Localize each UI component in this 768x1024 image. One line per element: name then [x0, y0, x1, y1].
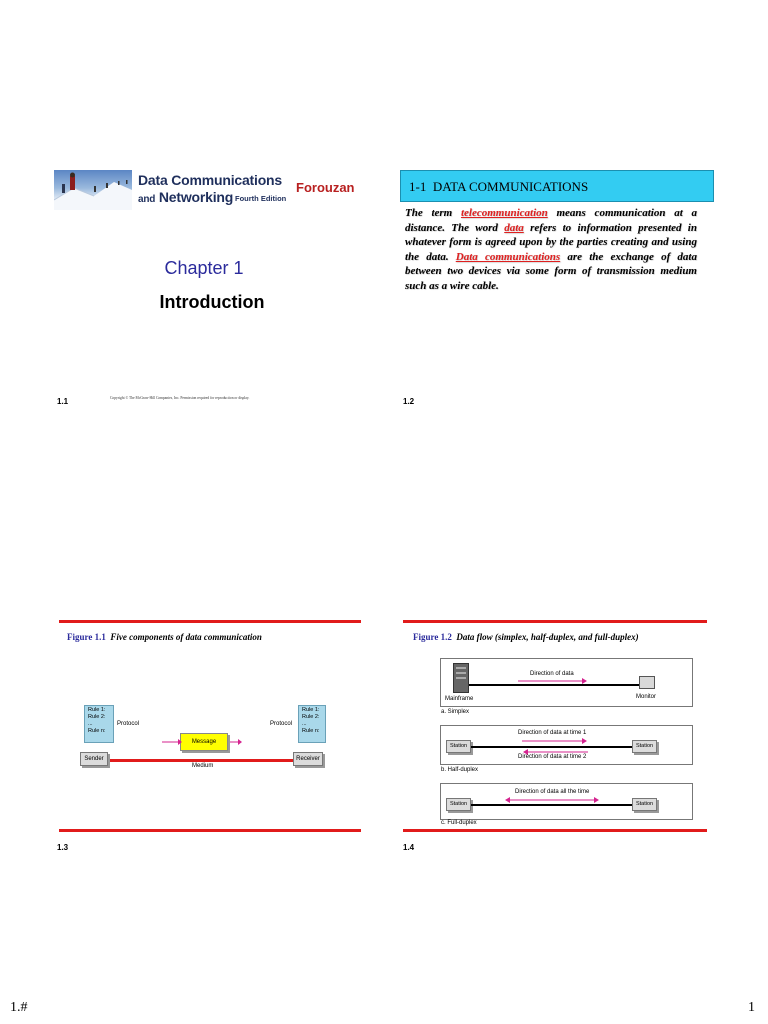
definition-paragraph [405, 206, 697, 294]
medium-line [108, 759, 296, 762]
rule-item: Rule n: [302, 728, 320, 734]
banner-title-networking: Networking [158, 189, 234, 205]
full-arrow-both [504, 797, 600, 803]
term-data-communications: Data communications [455, 250, 561, 263]
section-number: 1-1 [409, 179, 427, 194]
rule-item: Rule 1: [88, 707, 106, 713]
figure-1-2-title [413, 632, 639, 642]
monitor-label: Monitor [636, 694, 657, 700]
half-duplex-link [471, 746, 632, 748]
banner-author: Forouzan [296, 180, 355, 195]
half-direction-1: Direction of data at time 1 [518, 730, 587, 736]
simplex-arrow [518, 678, 588, 684]
footer-left: 1.# [10, 1000, 28, 1015]
slide-number-4: 1.4 [403, 843, 415, 852]
message-arrows [160, 738, 244, 746]
banner-title-line2 [138, 189, 233, 205]
slide-number-3: 1.3 [57, 843, 69, 852]
full-direction-label: Direction of data all the time [515, 789, 590, 795]
slide-number-1: 1.1 [57, 397, 69, 406]
figure-caption: Five components of data communication [110, 632, 262, 642]
half-duplex-label: b. Half-duplex [441, 767, 479, 773]
copyright-notice: Copyright © The McGraw-Hill Companies, Inc. Permission required for reproduction or display. [110, 396, 250, 400]
term-data: data [504, 221, 524, 234]
paragraph-text: refers to information presented in whatever form is agreed upon by the parties creating and using the data. [405, 221, 697, 263]
chapter-heading: Chapter 1 [164, 258, 244, 278]
protocol-label-right: Protocol [270, 721, 293, 727]
simplex-label: a. Simplex [441, 709, 470, 715]
figure-number: Figure 1.1 [67, 632, 106, 642]
banner-edition: Fourth Edition [235, 194, 287, 203]
paragraph-text: The term [405, 207, 461, 219]
paragraph-text: means communication at a distance. The word [405, 207, 697, 234]
mainframe-icon [453, 663, 469, 693]
protocol-label-left: Protocol [117, 721, 140, 727]
receiver-node: Receiver [293, 752, 323, 766]
full-duplex-label: c. Full-duplex [441, 820, 477, 826]
slide3-top-rule [59, 620, 361, 623]
rule-item: Rule 2: [88, 714, 106, 720]
simplex-link [469, 684, 639, 686]
slide4-top-rule [403, 620, 707, 623]
half-arrow-right [522, 738, 588, 744]
medium-label: Medium [192, 763, 214, 769]
banner-title-and: and [138, 194, 156, 205]
footer-page-number: 1 [748, 1000, 755, 1015]
banner-title-line1: Data Communications [138, 172, 282, 188]
message-box: Message [180, 733, 228, 751]
half-direction-2: Direction of data at time 2 [518, 754, 587, 760]
slide3-bottom-rule [59, 829, 361, 832]
mountain-climbers-image [54, 170, 132, 210]
monitor-icon [639, 676, 655, 689]
chapter-title: Introduction [159, 292, 265, 312]
simplex-direction-label: Direction of data [530, 671, 574, 677]
section-heading [400, 170, 714, 202]
full-station-right: Station [632, 798, 657, 811]
rule-item: Rule n: [88, 728, 106, 734]
half-station-left: Station [446, 740, 471, 753]
figure-number: Figure 1.2 [413, 632, 452, 642]
term-telecommunication: telecommunication [460, 207, 548, 219]
figure-1-1-title [67, 632, 262, 642]
paragraph-text: are the exchange of data between two devices via some form of transmission medium such as a wire cable. [405, 250, 697, 292]
figure-caption: Data flow (simplex, half-duplex, and full-duplex) [456, 632, 639, 642]
book-banner [54, 170, 355, 210]
section-title: DATA COMMUNICATIONS [432, 179, 589, 194]
full-duplex-link [471, 804, 632, 806]
rule-item: ... [302, 721, 307, 727]
half-station-right: Station [632, 740, 657, 753]
rule-item: Rule 1: [302, 707, 320, 713]
slide4-bottom-rule [403, 829, 707, 832]
sender-node: Sender [80, 752, 108, 766]
protocol-rules-right [298, 705, 326, 743]
slide-number-2: 1.2 [403, 397, 415, 406]
protocol-rules-left [84, 705, 114, 743]
full-station-left: Station [446, 798, 471, 811]
rule-item: ... [88, 721, 93, 727]
mainframe-label: Mainframe [445, 696, 474, 702]
rule-item: Rule 2: [302, 714, 320, 720]
